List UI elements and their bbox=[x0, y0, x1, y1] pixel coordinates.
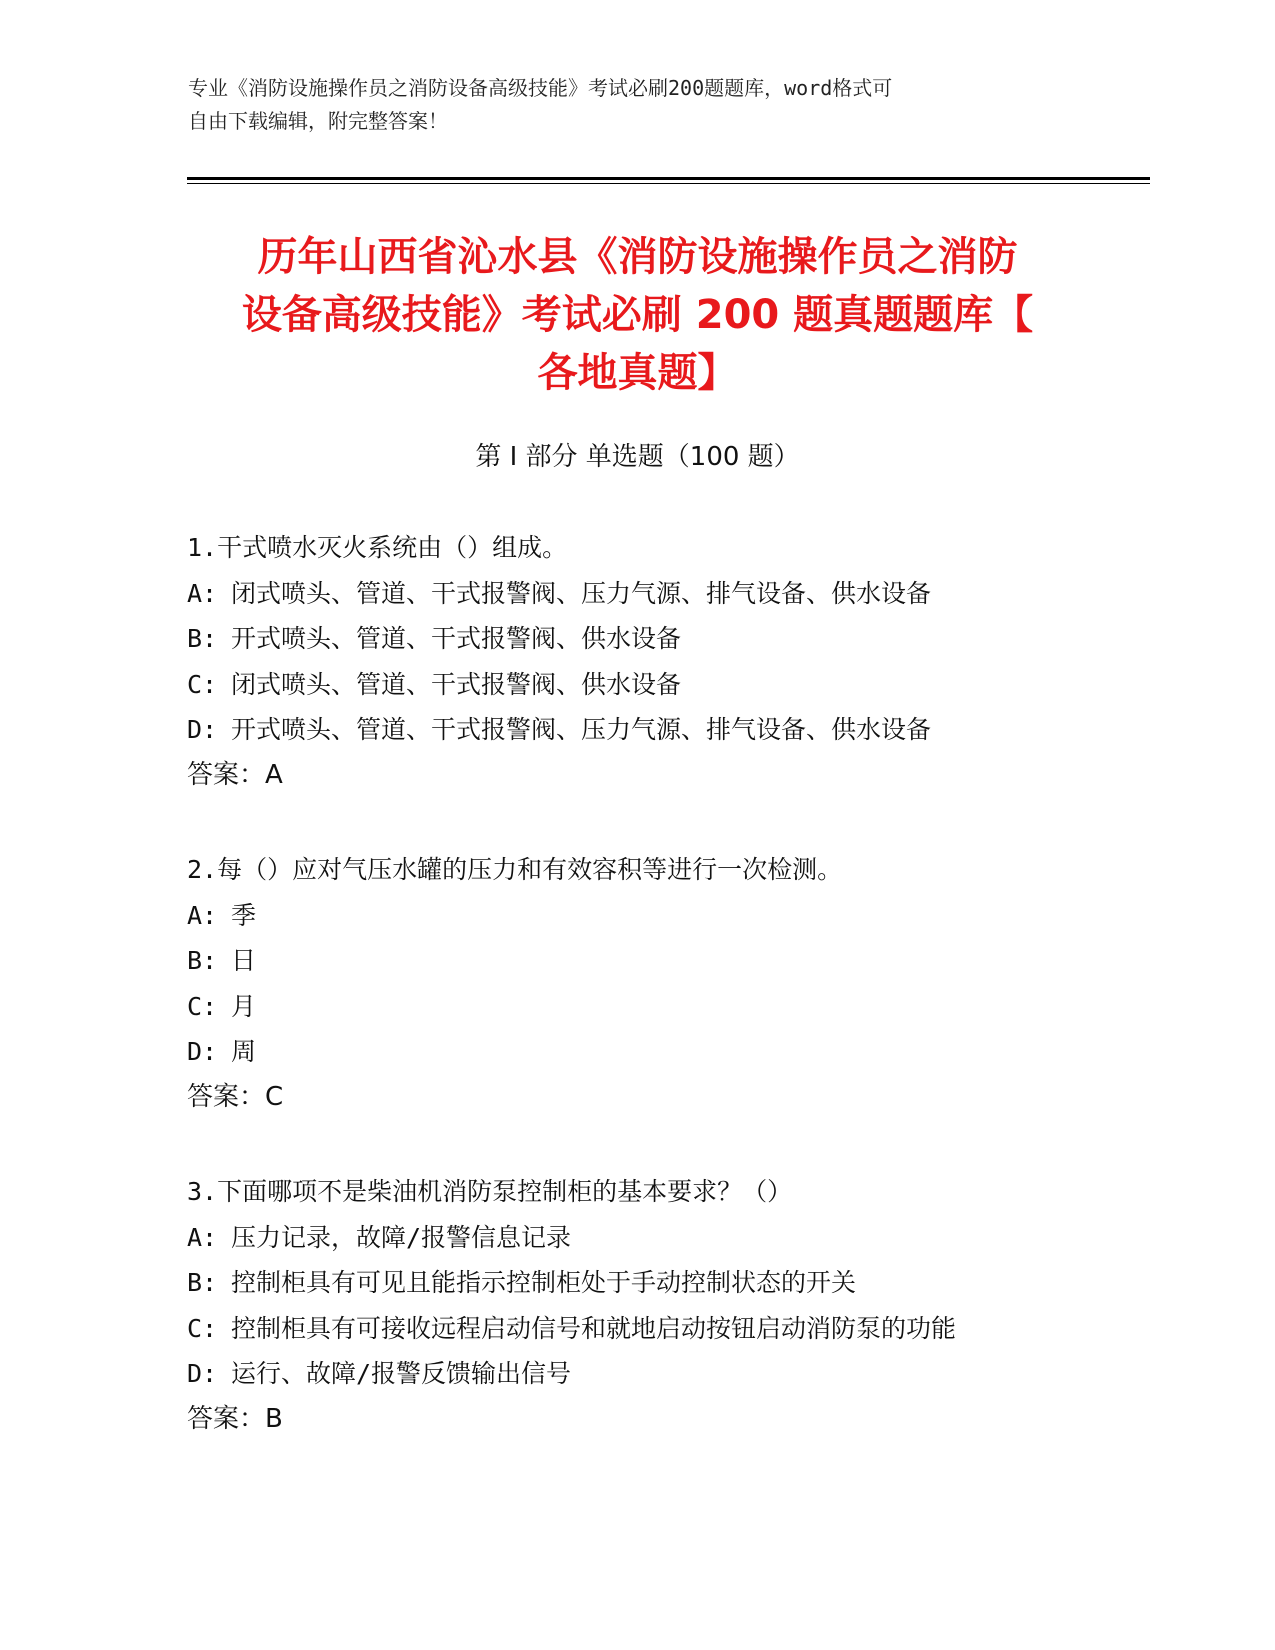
option-text: 开式喷头、管道、干式报警阀、压力气源、排气设备、供水设备 bbox=[231, 715, 932, 744]
option-key: C: bbox=[187, 1313, 218, 1343]
option-text: 季 bbox=[231, 900, 257, 930]
option-d bbox=[187, 1029, 1087, 1075]
question-stem: 1.干式喷水灭火系统由（）组成。 bbox=[187, 533, 568, 562]
option-key: A: bbox=[187, 1222, 218, 1252]
option-text: 控制柜具有可见且能指示控制柜处于手动控制状态的开关 bbox=[231, 1268, 857, 1297]
option-d bbox=[187, 1351, 1087, 1397]
document-title bbox=[150, 228, 1125, 402]
option-key: A: bbox=[187, 900, 218, 930]
answer-line: 答案：C bbox=[187, 1081, 284, 1112]
option-key: C: bbox=[187, 669, 218, 699]
question-item bbox=[187, 525, 1087, 798]
divider-thin bbox=[187, 183, 1150, 184]
question-list bbox=[187, 525, 1087, 1491]
option-d bbox=[187, 707, 1087, 753]
option-key: D: bbox=[187, 1037, 218, 1066]
option-b bbox=[187, 1260, 1087, 1306]
title-line: 设备高级技能》考试必刷 200 题真题题库【 bbox=[241, 292, 1034, 338]
option-key: C: bbox=[187, 991, 218, 1021]
question-item bbox=[187, 1169, 1087, 1442]
option-text: 闭式喷头、管道、干式报警阀、压力气源、排气设备、供水设备 bbox=[231, 578, 932, 608]
title-line: 各地真题】 bbox=[537, 350, 738, 396]
option-text: 周 bbox=[231, 1037, 257, 1066]
option-b bbox=[187, 616, 1087, 662]
option-c bbox=[187, 662, 1087, 708]
option-c bbox=[187, 1306, 1087, 1352]
option-text: 控制柜具有可接收远程启动信号和就地启动按钮启动消防泵的功能 bbox=[231, 1313, 957, 1343]
option-b bbox=[187, 938, 1087, 984]
option-text: 日 bbox=[231, 946, 257, 975]
header-note-line: 专业《消防设施操作员之消防设备高级技能》考试必刷200题题库，word格式可 bbox=[188, 76, 893, 100]
option-c bbox=[187, 984, 1087, 1030]
option-key: D: bbox=[187, 1359, 218, 1388]
question-item bbox=[187, 847, 1087, 1120]
answer-line: 答案：A bbox=[187, 759, 283, 790]
header-note-line: 自由下载编辑，附完整答案！ bbox=[188, 109, 448, 133]
section-title: 第 I 部分 单选题（100 题） bbox=[475, 442, 800, 472]
option-a bbox=[187, 893, 1087, 939]
option-text: 月 bbox=[231, 991, 257, 1021]
option-text: 压力记录，故障/报警信息记录 bbox=[231, 1222, 572, 1252]
option-key: B: bbox=[187, 624, 218, 653]
option-key: B: bbox=[187, 1268, 218, 1297]
question-stem: 2.每（）应对气压水罐的压力和有效容积等进行一次检测。 bbox=[187, 855, 843, 884]
header-note bbox=[188, 72, 1068, 138]
divider-thick bbox=[187, 177, 1150, 180]
answer-line: 答案：B bbox=[187, 1403, 283, 1434]
option-key: B: bbox=[187, 946, 218, 975]
question-stem: 3.下面哪项不是柴油机消防泵控制柜的基本要求？（） bbox=[187, 1177, 793, 1206]
option-key: A: bbox=[187, 578, 218, 608]
option-text: 开式喷头、管道、干式报警阀、供水设备 bbox=[231, 624, 682, 653]
option-a bbox=[187, 571, 1087, 617]
option-text: 运行、故障/报警反馈输出信号 bbox=[231, 1359, 572, 1388]
option-text: 闭式喷头、管道、干式报警阀、供水设备 bbox=[231, 669, 682, 699]
title-line: 历年山西省沁水县《消防设施操作员之消防 bbox=[257, 234, 1018, 280]
option-a bbox=[187, 1215, 1087, 1261]
option-key: D: bbox=[187, 715, 218, 744]
